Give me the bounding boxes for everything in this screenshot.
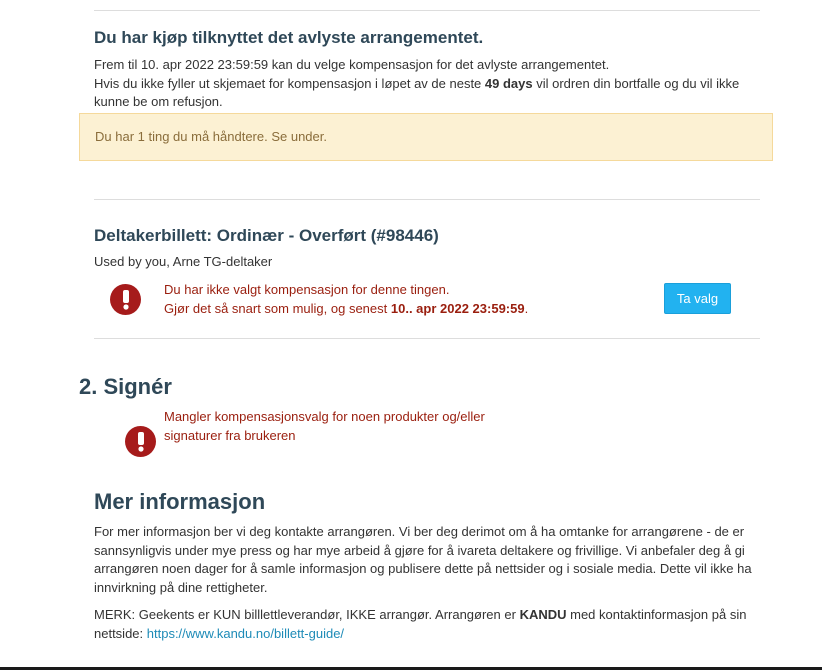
ticket-deadline: 10.. apr 2022 23:59:59	[390, 300, 525, 316]
ticket-error-line2: Gjør det så snart som mulig, og senest 10.. apr 2022 23:59:59.	[164, 300, 529, 316]
ticket-divider-top	[94, 199, 760, 200]
make-choice-button[interactable]: Ta valg	[664, 283, 731, 314]
organizer-note: MERK: Geekents er KUN billlettleverandør, IKKE arrangør. Arrangøren er KANDU med kontaktinformasjon på sin nettside: https://www.kandu.no/billett-guide/	[94, 607, 747, 641]
pending-items-text: Du har 1 ting du må håndtere. Se under.	[95, 129, 327, 144]
organizer-name: KANDU	[519, 607, 567, 622]
more-info-heading: Mer informasjon	[94, 489, 266, 514]
sign-error: Mangler kompensasjonsvalg for noen produkter og/eller signaturer fra brukeren	[164, 409, 485, 443]
ticket-compensation-error	[164, 281, 584, 318]
ticket-error-line1: Du har ikke valgt kompensasjon for denne tingen.	[164, 282, 450, 297]
exclamation-icon	[110, 284, 141, 315]
sign-step-heading: 2. Signér	[79, 374, 172, 399]
purchase-title: Du har kjøp tilknyttet det avlyste arrangementet.	[94, 28, 484, 47]
purchase-description	[94, 56, 754, 112]
exclamation-icon	[125, 426, 156, 457]
pending-items-alert	[79, 113, 773, 161]
organizer-guide-link[interactable]: https://www.kandu.no/billett-guide/	[146, 625, 345, 641]
more-info-paragraph: For mer informasjon ber vi deg kontakte arrangøren. Vi ber deg derimot om å ha omtanke for arrangørene - de er sannsynligvis under mye press og har mye arbeid å gjøre for å ivareta deltakere og frivillige. Vi anbefaler deg å gi arrangøren noen dager for å samle informasjon og publisere dette på nettsider og i sosiale media. Dette vil ikke ha innvirkning på dine rettigheter.	[94, 524, 752, 595]
purchase-warning-text: Hvis du ikke fyller ut skjemaet for kompensasjon i løpet av de neste 49 days vil ordren din bortfalle og du vil ikke kunne be om refusjon.	[94, 75, 740, 109]
ticket-title: Deltakerbillett: Ordinær - Overført (#98446)	[94, 226, 439, 245]
days-remaining: 49 days	[484, 75, 533, 91]
ticket-used-by: Used by you, Arne TG-deltaker	[94, 254, 273, 269]
purchase-deadline-text: Frem til 10. apr 2022 23:59:59 kan du velge kompensasjon for det avlyste arrangementet.	[94, 57, 610, 72]
ticket-divider-bottom	[94, 338, 760, 339]
top-divider	[94, 10, 760, 11]
